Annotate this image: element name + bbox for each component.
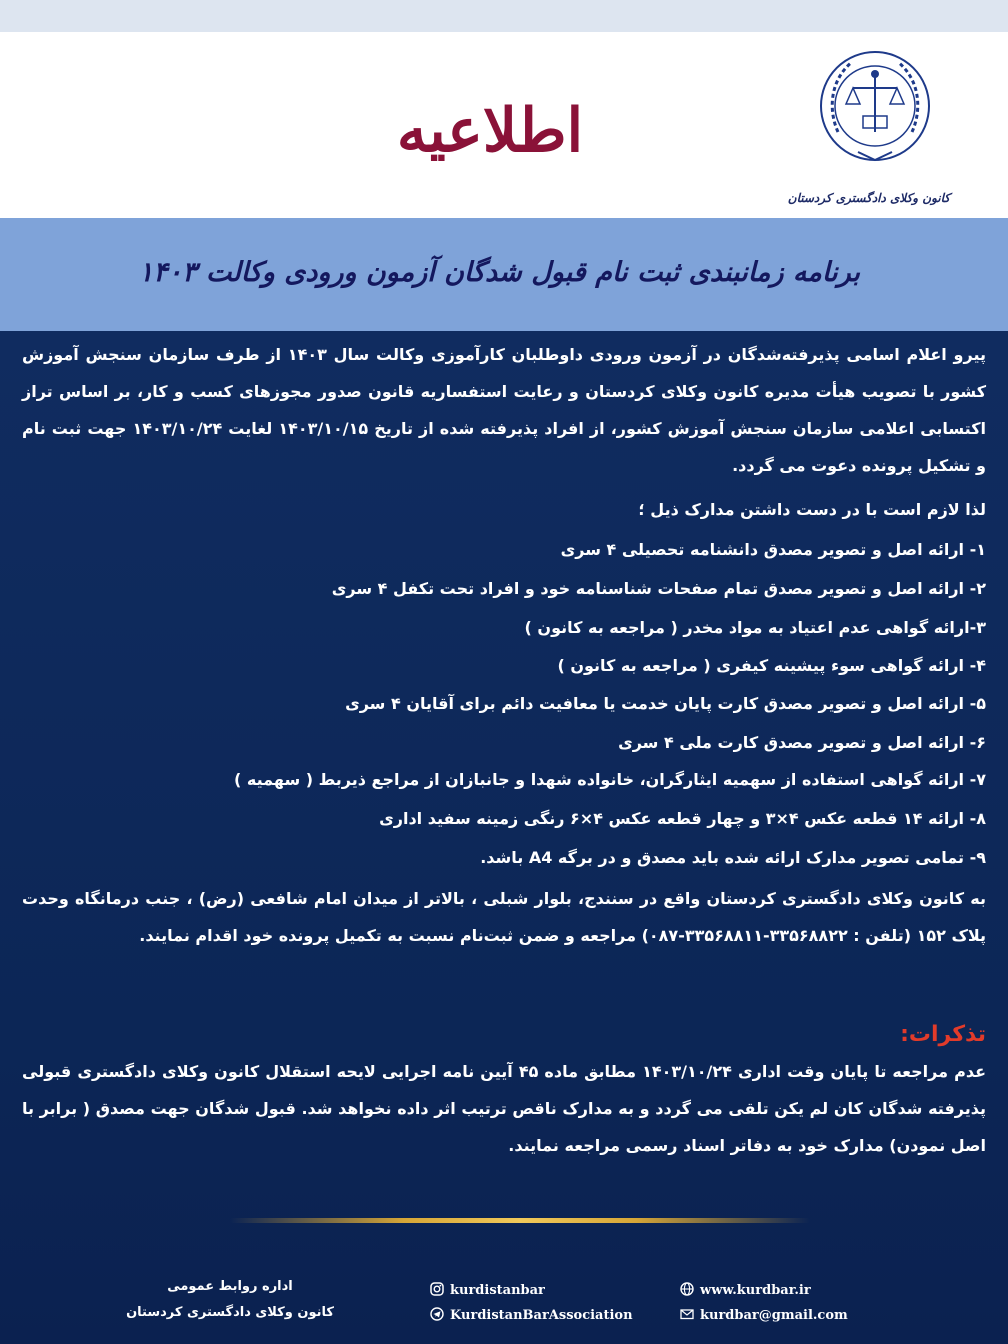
- requirement-item: ۷- ارائه گواهی استفاده از سهمیه ایثارگران، خانواده شهدا و جانبازان از مراجع ذیربط ( سهمیه ): [234, 770, 986, 789]
- intro-paragraph: پیرو اعلام اسامی پذیرفته‌شدگان در آزمون ورودی داوطلبان کارآموزی وکالت سال ۱۴۰۳ از طرف سازمان سنجش آموزش کشور با تصویب هیأت مدیره کانون وکلای کردستان و رعایت استفساریه قانون صدور مجوزهای کسب و کار، بر اساس تراز اکتسابی اعلامی سازمان سنجش آموزش کشور، از افراد پذیرفته شده از تاریخ ۱۴۰۳/۱۰/۱۵ لغایت ۱۴۰۳/۱۰/۲۴ جهت ثبت نام و تشکیل پرونده دعوت می گردد.: [22, 345, 986, 475]
- instagram-icon: [430, 1282, 444, 1296]
- website-link[interactable]: [680, 1280, 811, 1302]
- footer-office-line2: کانون وکلای دادگستری کردستان: [126, 1305, 334, 1320]
- requirement-lead: لذا لازم است با در دست داشتن مدارک ذیل ؛: [638, 500, 986, 519]
- requirement-item: ۴- ارائه گواهی سوء پیشینه کیفری ( مراجعه به کانون ): [557, 656, 986, 675]
- telegram-link[interactable]: [430, 1305, 633, 1327]
- address-paragraph: به کانون وکلای دادگستری کردستان واقع در سنندج، بلوار شبلی ، بالاتر از میدان امام شافعی (رض) ، جنب درمانگاه وحدت پلاک ۱۵۲ (تلفن : ۳۳۵۶۸۸۲۲-۳۳۵۶۸۸۱۱-۰۸۷) مراجعه و ضمن ثبت‌نام نسبت به تکمیل پرونده خود اقدام نمایند.: [22, 889, 986, 945]
- notes-paragraph: عدم مراجعه تا پایان وقت اداری ۱۴۰۳/۱۰/۲۴ مطابق ماده ۴۵ آیین نامه اجرایی لایحه استقلال کانون وکلای دادگستری قبولی پذیرفته شدگان کان لم یکن تلقی می گردد و به مدارک ناقص ترتیب اثر داده نخواهد شد. قبول شدگان جهت مصدق ( برابر با اصل نمودن) مدارک خود به دفاتر اسناد رسمی مراجعه نمایند.: [22, 1062, 987, 1155]
- announcement-title: اطلاعیه: [396, 96, 584, 166]
- website-url: www.kurdbar.ir: [700, 1283, 811, 1298]
- instagram-link[interactable]: [430, 1280, 545, 1302]
- bar-association-seal-logo: [818, 40, 932, 184]
- requirement-item: ۹- تمامی تصویر مدارک ارائه شده باید مصدق و در برگه A4 باشد.: [480, 848, 986, 867]
- subtitle: برنامه زمانبندی ثبت نام قبول شدگان آزمون ورودی وکالت ۱۴۰۳: [138, 257, 860, 288]
- logo-caption: کانون وکلای دادگستری کردستان: [787, 191, 950, 205]
- requirement-item: ۵- ارائه اصل و تصویر مصدق کارت پایان خدمت یا معافیت دائم برای آقایان ۴ سری: [345, 694, 986, 713]
- footer-office-line1: اداره روابط عمومی: [167, 1279, 293, 1294]
- bar-association-logo: [787, 40, 950, 215]
- requirement-item: ۸- ارائه ۱۴ قطعه عکس ۴×۳ و چهار قطعه عکس ۴×۶ رنگی زمینه سفید اداری: [379, 809, 986, 828]
- email-link[interactable]: [680, 1305, 848, 1327]
- mail-icon: [680, 1307, 694, 1321]
- telegram-icon: [430, 1307, 444, 1321]
- gold-divider: [230, 1218, 810, 1223]
- globe-icon: [680, 1282, 694, 1296]
- requirement-item: ۳-ارائه گواهی عدم اعتیاد به مواد مخدر ( مراجعه به کانون ): [524, 618, 986, 637]
- email-address: kurdbar@gmail.com: [700, 1308, 848, 1323]
- telegram-handle: KurdistanBarAssociation: [450, 1308, 633, 1323]
- requirement-item: ۱- ارائه اصل و تصویر مصدق دانشنامه تحصیلی ۴ سری: [560, 540, 986, 559]
- notes-heading: تذکرات:: [900, 1022, 986, 1047]
- top-strip: [0, 0, 1008, 32]
- instagram-handle: kurdistanbar: [450, 1283, 545, 1298]
- requirement-item: ۲- ارائه اصل و تصویر مصدق تمام صفحات شناسنامه خود و افراد تحت تکفل ۴ سری: [331, 579, 986, 598]
- requirement-item: ۶- ارائه اصل و تصویر مصدق کارت ملی ۴ سری: [618, 733, 986, 752]
